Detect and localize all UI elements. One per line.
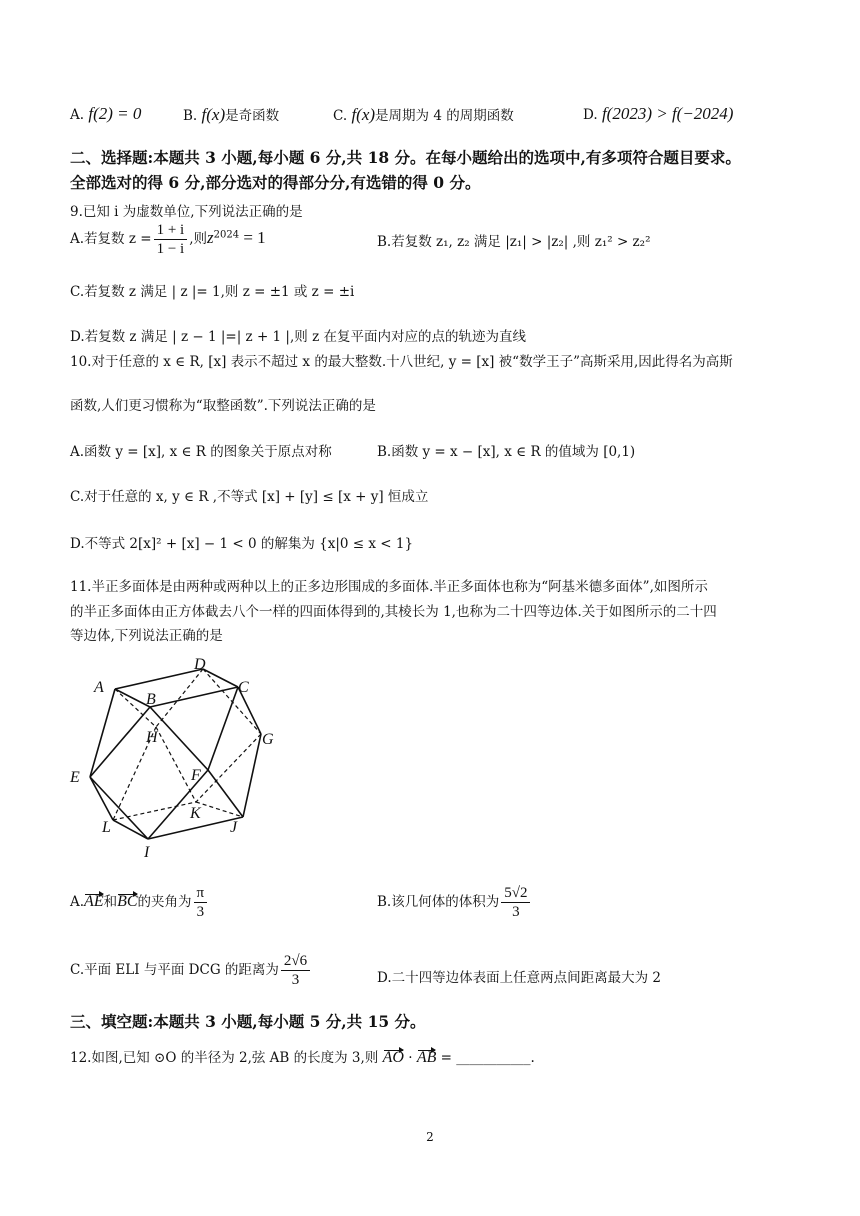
q12-stem: 12.如图,已知 ⊙O 的半径为 2,弦 AB 的长度为 3,则 AO · AB = ___________.: [70, 1049, 535, 1066]
q10-stem-line2: 函数,人们更习惯称为“取整函数”.下列说法正确的是: [70, 398, 376, 414]
q8-option-b: B. f(x)是奇函数: [183, 105, 280, 124]
vertex-label-d: D: [194, 656, 206, 673]
q9-option-d: D.若复数 z 满足 | z − 1 |=| z + 1 |,则 z 在复平面内对应的点的轨迹为直线: [70, 329, 526, 345]
page-number: 2: [426, 1130, 434, 1144]
vertex-label-f: F: [191, 767, 201, 784]
q9-option-a: A.若复数 z = $\frac{1 + i}{1 - i}$ ,则$z^{2024} = 1$: [70, 222, 266, 257]
vertex-label-a: A: [94, 679, 104, 696]
vector-ae: AE: [84, 893, 104, 910]
vector-ab: AB: [416, 1049, 437, 1066]
vector-bc: BC: [117, 893, 138, 910]
q9-option-b: B.若复数 z₁, z₂ 满足 |z₁| > |z₂| ,则 z₁² > z₂²: [377, 234, 651, 250]
q10-option-b: B.函数 y = x − [x], x ∈ R 的值域为 [0,1): [377, 444, 636, 460]
vertex-label-g: G: [262, 731, 274, 748]
q10-option-c: C.对于任意的 x, y ∈ R ,不等式 [x] + [y] ≤ [x + y] 恒成立: [70, 489, 429, 505]
q11-option-b: B.该几何体的体积为 $\frac{5√2}{3}$: [377, 884, 532, 921]
q10-option-a: A.函数 y = [x], x ∈ R 的图象关于原点对称: [70, 444, 332, 460]
section2-subheading: 全部选对的得 6 分,部分选对的得部分分,有选错的得 0 分。: [70, 173, 481, 192]
q11-stem-line2: 的半正多面体由正方体截去八个一样的四面体得到的,其棱长为 1,也称为二十四等边体.关于如图所示的二十四: [70, 604, 717, 620]
q10-stem-line1: 10.对于任意的 x ∈ R, [x] 表示不超过 x 的最大整数.十八世纪, y = [x] 被“数学王子”高斯采用,因此得名为高斯: [70, 354, 733, 370]
vertex-label-j: J: [230, 819, 238, 836]
polyhedron-figure: [68, 652, 298, 862]
vertex-label-e: E: [70, 769, 80, 786]
q9-option-c: C.若复数 z 满足 | z |= 1,则 z = ±1 或 z = ±i: [70, 284, 355, 300]
q11-option-a: A.AE和BC的夹角为 $\frac{\pi}{3}$: [70, 884, 209, 921]
q9-stem: 9.已知 i 为虚数单位,下列说法正确的是: [70, 204, 303, 220]
fraction: $\frac{\pi}{3}$: [194, 884, 208, 921]
q11-option-d: D.二十四等边体表面上任意两点间距离最大为 2: [377, 970, 662, 986]
vertex-label-b: B: [146, 691, 156, 708]
q8-option-c: C. f(x)是周期为 4 的周期函数: [333, 105, 514, 124]
q11-stem-line1: 11.半正多面体是由两种或两种以上的正多边形围成的多面体.半正多面体也称为“阿基米德多面体”,如图所示: [70, 579, 708, 595]
fraction: $\frac{1 + i}{1 - i}$: [154, 221, 188, 258]
q10-option-d: D.不等式 2[x]² + [x] − 1 < 0 的解集为 {x|0 ≤ x < 1}: [70, 536, 414, 552]
q8-option-a: A. f(2) = 0: [70, 104, 142, 123]
fraction: $\frac{5√2}{3}$: [501, 884, 530, 921]
vertex-label-i: I: [144, 844, 150, 861]
q11-option-c: C.平面 ELI 与平面 DCG 的距离为 $\frac{2√6}{3}$: [70, 952, 312, 989]
fraction: $\frac{2√6}{3}$: [281, 952, 310, 989]
section2-heading: 二、选择题:本题共 3 小题,每小题 6 分,共 18 分。在每小题给出的选项中,有多项符合题目要求。: [70, 148, 741, 167]
vertex-label-k: K: [190, 805, 201, 822]
q11-stem-line3: 等边体,下列说法正确的是: [70, 628, 223, 644]
vertex-label-h: H: [146, 729, 158, 746]
vertex-label-c: C: [238, 679, 249, 696]
vector-ao: AO: [382, 1049, 404, 1066]
section3-heading: 三、填空题:本题共 3 小题,每小题 5 分,共 15 分。: [70, 1012, 426, 1031]
vertex-label-l: L: [102, 819, 111, 836]
q8-option-d: D. f(2023) > f(−2024): [583, 104, 734, 123]
